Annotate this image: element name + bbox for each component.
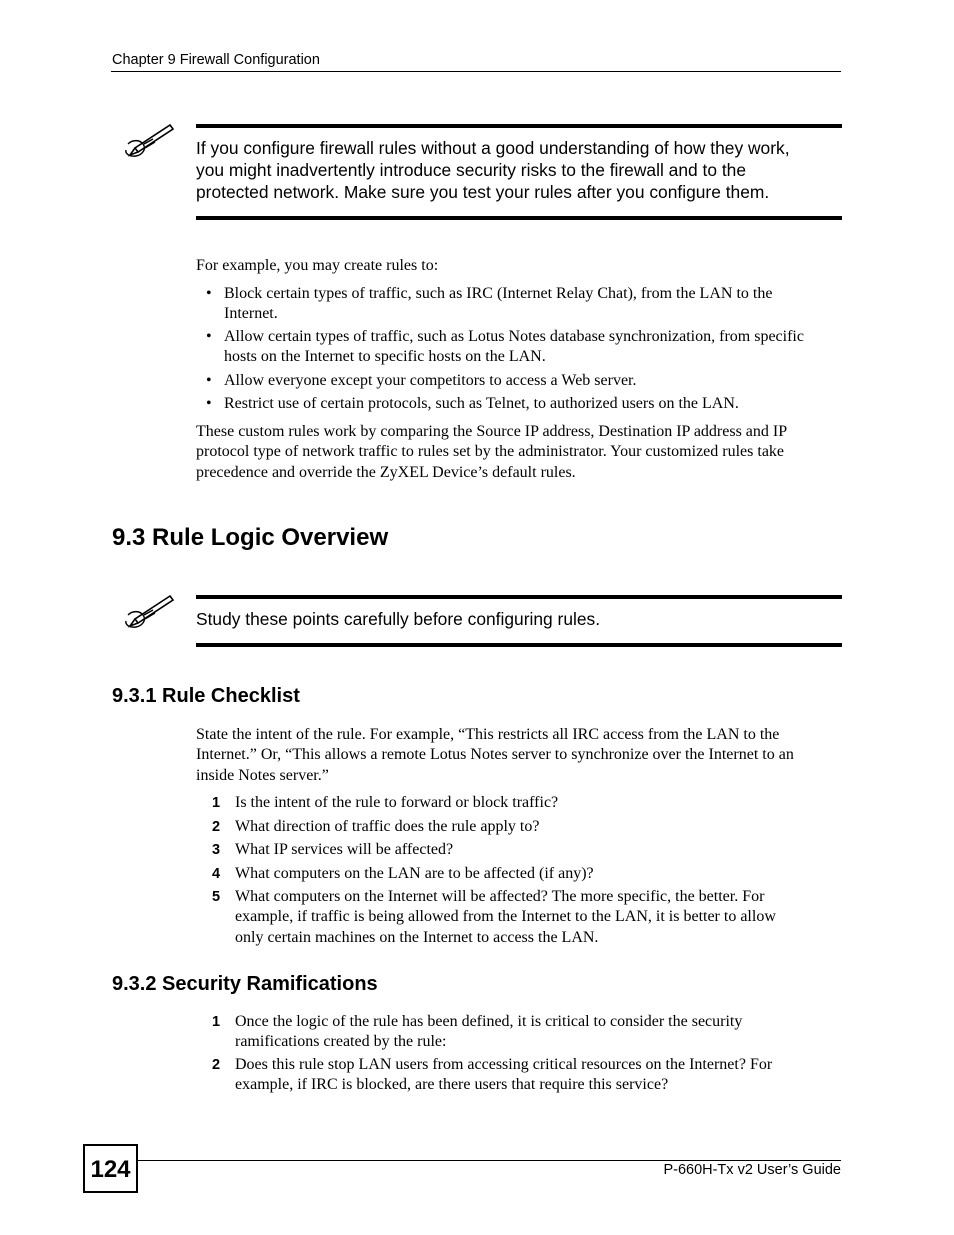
item-number: 3: [212, 842, 221, 858]
bullet-marker: •: [206, 285, 212, 302]
item-line: What computers on the LAN are to be affected (if any)?: [235, 865, 594, 882]
item-line: What direction of traffic does the rule apply to?: [235, 818, 540, 835]
note-text: Study these points carefully before configuring rules.: [196, 609, 601, 629]
item-line: What IP services will be affected?: [235, 841, 454, 858]
page-number: 124: [83, 1144, 138, 1193]
item-line: Does this rule stop LAN users from accessing critical resources on the Internet? For: [235, 1056, 773, 1073]
item-line: example, if traffic is being allowed from the Internet to the LAN, it is better to allow: [235, 908, 776, 926]
bullet-line: hosts on the Internet to specific hosts on the LAN.: [224, 348, 546, 366]
writing-hand-icon: [123, 122, 175, 162]
guide-title: P-660H-Tx v2 User’s Guide: [663, 1162, 841, 1178]
item-line: What computers on the Internet will be affected? The more specific, the better. For: [235, 888, 765, 905]
subsection-heading: 9.3.1 Rule Checklist: [112, 685, 300, 707]
bullet-line: Allow everyone except your competitors to access a Web server.: [224, 372, 637, 389]
footer-rule: [138, 1160, 841, 1161]
warning-note: [196, 137, 842, 203]
paragraph-line: protocol type of network traffic to rules set by the administrator. Your customized rules take: [196, 443, 785, 461]
checklist-intro: [196, 725, 841, 786]
subsection-heading: 9.3.2 Security Ramifications: [112, 973, 378, 995]
item-number: 5: [212, 889, 221, 905]
header-rule: [111, 71, 841, 72]
paragraph-line: Internet.” Or, “This allows a remote Lotus Notes server to synchronize over the Internet to an: [196, 746, 794, 764]
bullet-marker: •: [206, 328, 212, 345]
running-header: Chapter 9 Firewall Configuration: [112, 52, 320, 68]
note-top-rule: [196, 595, 842, 599]
custom-rules-paragraph: [196, 422, 841, 483]
paragraph-line: precedence and override the ZyXEL Device’s default rules.: [196, 463, 576, 481]
item-number: 1: [212, 1014, 221, 1030]
item-number: 1: [212, 795, 221, 811]
note-bottom-rule: [196, 643, 842, 647]
item-line: example, if IRC is blocked, are there users that require this service?: [235, 1076, 669, 1094]
note-line: you might inadvertently introduce security risks to the firewall and to the: [196, 160, 747, 180]
item-line: Once the logic of the rule has been defined, it is critical to consider the security: [235, 1013, 743, 1030]
paragraph-line: inside Notes server.”: [196, 766, 329, 784]
note-bottom-rule: [196, 216, 842, 220]
item-number: 2: [212, 1057, 221, 1073]
note-line: protected network. Make sure you test your rules after you configure them.: [196, 182, 770, 202]
bullet-line: Allow certain types of traffic, such as Lotus Notes database synchronization, from specific: [224, 328, 804, 345]
item-line: only certain machines on the Internet to access the LAN.: [235, 928, 599, 946]
item-line: Is the intent of the rule to forward or block traffic?: [235, 794, 559, 811]
bullet-line: Block certain types of traffic, such as IRC (Internet Relay Chat), from the LAN to the: [224, 285, 773, 302]
item-number: 2: [212, 819, 221, 835]
paragraph-line: These custom rules work by comparing the Source IP address, Destination IP address and IP: [196, 423, 788, 440]
note-top-rule: [196, 124, 842, 128]
bullet-marker: •: [206, 372, 212, 389]
bullet-line: Internet.: [224, 305, 278, 323]
bullet-marker: •: [206, 395, 212, 412]
item-number: 4: [212, 866, 221, 882]
note-line: If you configure firewall rules without a good understanding of how they work,: [196, 138, 790, 158]
section-heading: 9.3 Rule Logic Overview: [112, 524, 389, 551]
bullet-line: Restrict use of certain protocols, such as Telnet, to authorized users on the LAN.: [224, 395, 739, 412]
intro-paragraph: For example, you may create rules to:: [196, 257, 439, 274]
writing-hand-icon: [123, 593, 175, 633]
item-line: ramifications created by the rule:: [235, 1033, 447, 1051]
paragraph-line: State the intent of the rule. For example, “This restricts all IRC access from the LAN to the: [196, 726, 780, 743]
